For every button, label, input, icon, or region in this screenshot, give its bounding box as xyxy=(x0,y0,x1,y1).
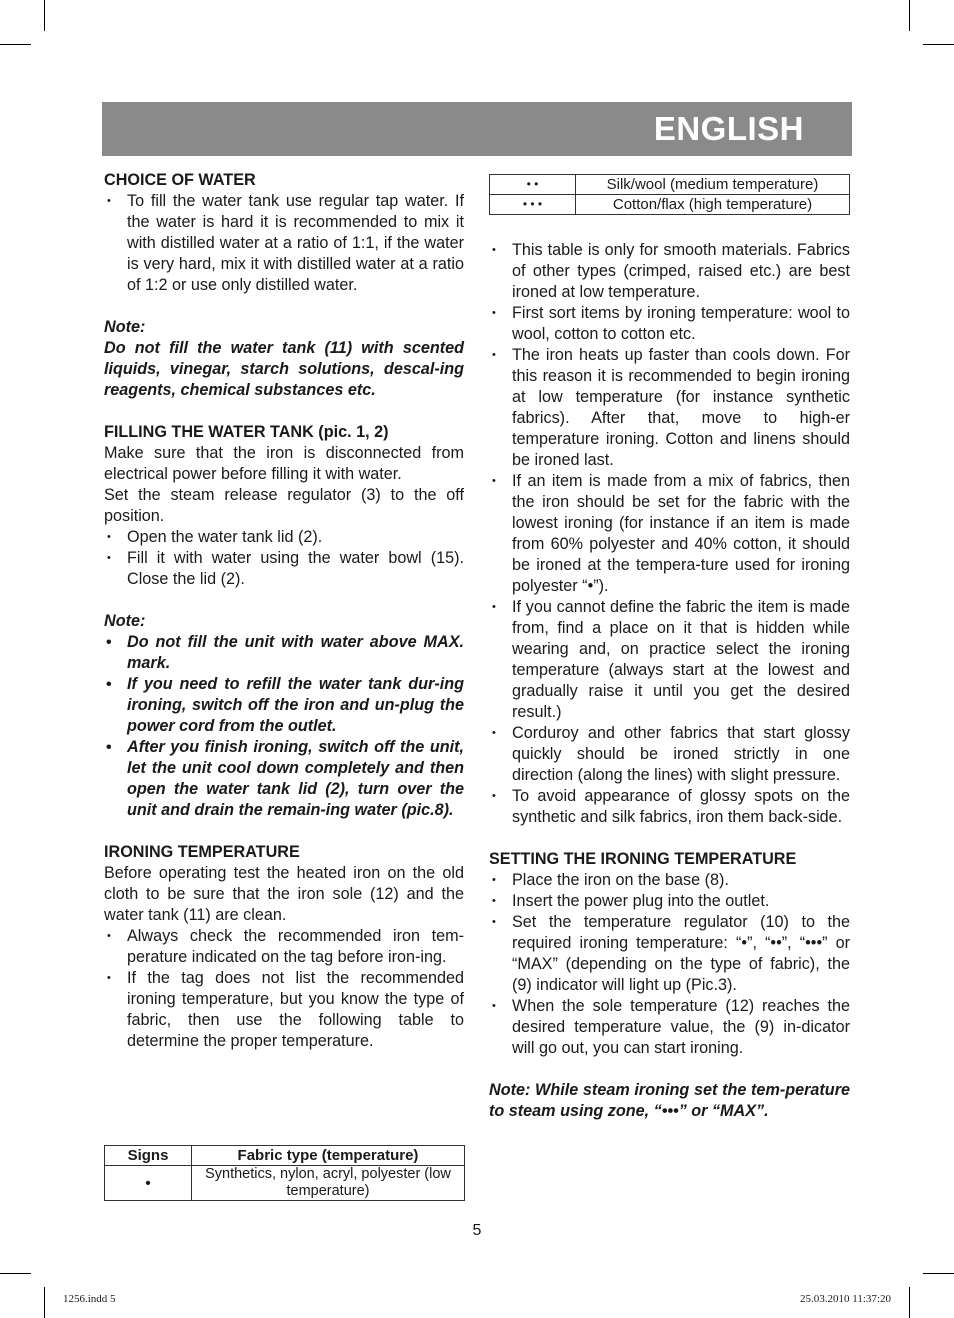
list-item: • Corduroy and other fabrics that start glossy quickly should be ironed strictly in one direction (along the lines) with slight pressure. xyxy=(489,723,850,786)
note-text: Do not fill the water tank (11) with scented liquids, vinegar, starch solutions, descal-ing reagents, chemical substances etc. xyxy=(104,339,464,399)
list-item: • After you finish ironing, switch off the unit, let the unit cool down completely and then open the water tank lid (2), turn over the unit and drain the remain-ing water (pic.8). xyxy=(104,737,464,821)
crop-mark xyxy=(44,1287,45,1318)
temperature-table-part1 xyxy=(104,1145,465,1201)
note-label: Note: xyxy=(104,612,146,630)
table-header-row xyxy=(105,1146,465,1166)
water-list xyxy=(104,191,464,296)
table-cell-fabric: Silk/wool (medium temperature) xyxy=(576,175,850,195)
banner-title: ENGLISH xyxy=(653,110,804,147)
list-item: • If the tag does not list the recommended ironing temperature, but you know the type of fabric, then use the following table to determine the proper temperature. xyxy=(104,968,464,1052)
list-item: • Set the temperature regulator (10) to the required ironing temperature: “•”, “••”, “•••” or “MAX” (depending on the type of fabric), the (9) indicator will light up (Pic.3). xyxy=(489,912,850,996)
list-item: • If you cannot define the fabric the item is made from, find a place on it that is hidden while wearing and, on practice select the ironing temperature (always start at the lowest and gradually raise it until you get the desired result.) xyxy=(489,597,850,723)
ironing-list xyxy=(104,926,464,1052)
setting-list xyxy=(489,870,850,1059)
paragraph: Before operating test the heated iron on the old cloth to be sure that the iron sole (12) and the water tank (11) are clean. xyxy=(104,864,464,924)
temperature-table-part2 xyxy=(489,174,850,215)
table-row xyxy=(105,1166,465,1201)
table-cell-fabric: Synthetics, nylon, acryl, polyester (low temperature) xyxy=(192,1166,465,1201)
page-number: 5 xyxy=(472,1222,482,1239)
list-item: • If an item is made from a mix of fabrics, then the iron should be set for the fabric with the lowest ironing (for instance if an item is made from 60% polyester and 40% cotton, it should be ironed at the tempera-ture used for ironing polyester “•”). xyxy=(489,471,850,597)
list-item: • Open the water tank lid (2). xyxy=(104,527,464,548)
table-cell-fabric: Cotton/flax (high temperature) xyxy=(576,195,850,215)
section-heading-ironing: IRONING TEMPERATURE xyxy=(104,843,300,861)
list-item: • Insert the power plug into the outlet. xyxy=(489,891,850,912)
footer-file: 1256.indd 5 xyxy=(63,1293,116,1305)
footer-date: 25.03.2010 11:37:20 xyxy=(800,1293,891,1305)
final-note: Note: While steam ironing set the tem-perature to steam using zone, “•••” or “MAX”. xyxy=(489,1081,850,1120)
paragraph: Set the steam release regulator (3) to the off position. xyxy=(104,486,464,525)
language-banner xyxy=(102,102,852,156)
table-header: Fabric type (temperature) xyxy=(192,1146,465,1166)
list-item: • First sort items by ironing temperature: wool to wool, cotton to cotton etc. xyxy=(489,303,850,345)
table-row xyxy=(490,175,850,195)
table-row xyxy=(490,195,850,215)
list-item: • When the sole temperature (12) reaches the desired temperature value, the (9) in-dicator will go out, you can start ironing. xyxy=(489,996,850,1059)
crop-mark xyxy=(0,44,31,45)
tips-list xyxy=(489,240,850,828)
list-item: • The iron heats up faster than cools down. For this reason it is recommended to begin ironing at low temperature (for instance synthetic fabrics). After that, move to high-er temperature ironing. Cotton and linens should be ironed last. xyxy=(489,345,850,471)
crop-mark xyxy=(44,0,45,31)
paragraph: Make sure that the iron is disconnected from electrical power before filling it with water. xyxy=(104,444,464,483)
table-header: Signs xyxy=(105,1146,192,1166)
list-item: • To avoid appearance of glossy spots on the synthetic and silk fabrics, iron them back-side. xyxy=(489,786,850,828)
list-item: • Place the iron on the base (8). xyxy=(489,870,850,891)
filling-list xyxy=(104,527,464,590)
note-list xyxy=(104,632,464,821)
crop-mark xyxy=(0,1273,31,1274)
list-item: • Do not fill the unit with water above MAX. mark. xyxy=(104,632,464,674)
section-heading-filling: FILLING THE WATER TANK (pic. 1, 2) xyxy=(104,423,389,441)
crop-mark xyxy=(909,1287,910,1318)
section-heading-water: CHOICE OF WATER xyxy=(104,171,256,189)
list-item: • To fill the water tank use regular tap water. If the water is hard it is recommended to mix it with distilled water at a ratio of 1:1, if the water is very hard, mix it with distilled water at a ratio of 1:2 or use only distilled water. xyxy=(104,191,464,296)
table-cell-sign: • • • xyxy=(490,195,576,215)
table-cell-sign: • • xyxy=(490,175,576,195)
list-item: • Always check the recommended iron tem-perature indicated on the tag before iron-ing. xyxy=(104,926,464,968)
list-item: • This table is only for smooth materials. Fabrics of other types (crimped, raised etc.) are best ironed at low temperature. xyxy=(489,240,850,303)
section-heading-setting: SETTING THE IRONING TEMPERATURE xyxy=(489,850,797,868)
right-column xyxy=(489,240,850,1122)
crop-mark xyxy=(909,0,910,31)
list-item: • If you need to refill the water tank dur-ing ironing, switch off the iron and un-plug the power cord from the outlet. xyxy=(104,674,464,737)
list-item: • Fill it with water using the water bowl (15). Close the lid (2). xyxy=(104,548,464,590)
left-column xyxy=(104,170,464,1052)
table-cell-sign: • xyxy=(105,1166,192,1201)
crop-mark xyxy=(923,1273,954,1274)
note-label: Note: xyxy=(104,318,146,336)
crop-mark xyxy=(923,44,954,45)
